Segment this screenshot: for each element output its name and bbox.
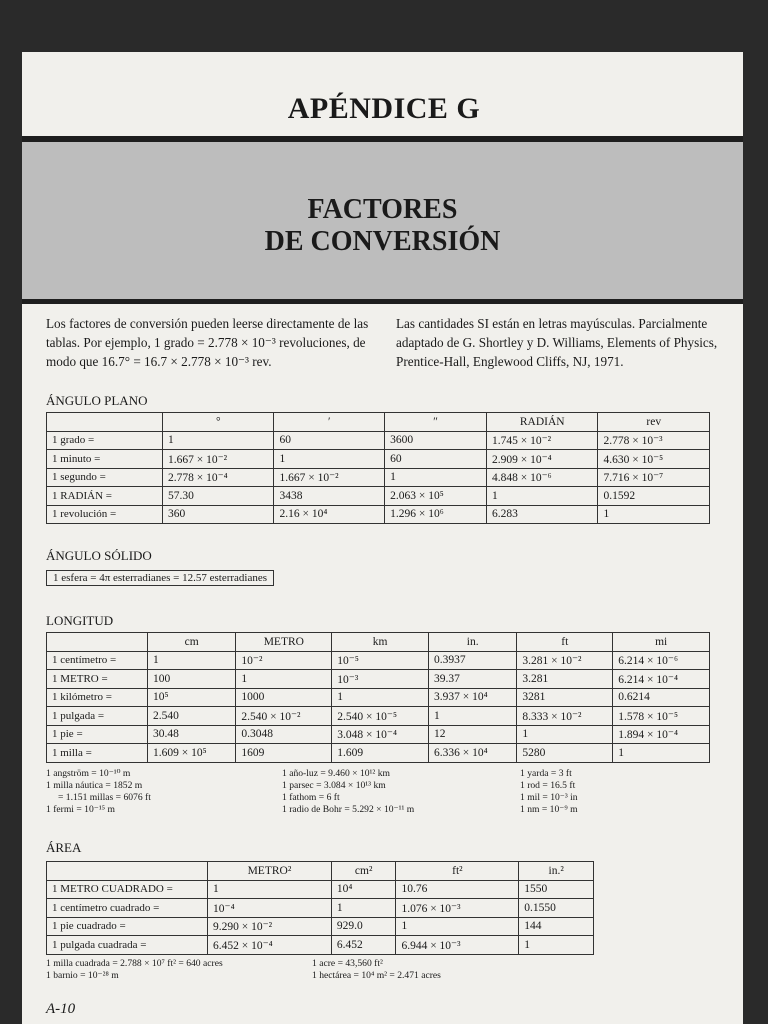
value-cell: 1.609 [332, 744, 429, 763]
row-label-cell: 1 revolución = [47, 505, 163, 524]
table-header-row [47, 633, 710, 652]
header-cell: ″ [385, 413, 487, 432]
value-cell: 39.37 [428, 670, 516, 689]
table-row [47, 487, 710, 506]
value-cell: 3600 [385, 431, 487, 450]
page-number: A-10 [46, 1001, 76, 1017]
value-cell: 1 [148, 651, 236, 670]
value-cell: 2.540 × 10⁻² [236, 707, 332, 726]
table-row [47, 707, 710, 726]
value-cell: 1.296 × 10⁶ [385, 505, 487, 524]
value-cell: 10.76 [396, 880, 519, 899]
value-cell: 6.944 × 10⁻³ [396, 936, 519, 955]
row-label-cell: 1 centímetro cuadrado = [47, 899, 208, 918]
value-cell: 360 [163, 505, 274, 524]
value-cell: 1.745 × 10⁻² [486, 431, 597, 450]
longitud-notes-col2 [282, 768, 414, 816]
value-cell: 0.6214 [613, 688, 710, 707]
value-cell: 6.283 [486, 505, 597, 524]
note-line: 1 acre = 43,560 ft² [312, 958, 383, 969]
value-cell: 10⁻² [236, 651, 332, 670]
value-cell: 1 [396, 917, 519, 936]
header-cell: cm [148, 633, 236, 652]
value-cell: 6.452 × 10⁻⁴ [208, 936, 332, 955]
longitud-notes-col1 [46, 768, 151, 816]
section-heading-angulo-solido: ÁNGULO SÓLIDO [46, 548, 152, 563]
band-title-line1: FACTORES [307, 194, 458, 225]
area-notes-col2 [312, 958, 441, 982]
value-cell: 1 [486, 487, 597, 506]
title-band [22, 136, 743, 304]
value-cell: 2.778 × 10⁻⁴ [163, 468, 274, 487]
note-line: 1 angström = 10⁻¹⁰ m [46, 768, 131, 779]
table-row [47, 744, 710, 763]
intro-left: Los factores de conversión pueden leerse directamente de las tablas. Por ejemplo, 1 grado = 2.778 × 10⁻³ revoluciones, de modo que 16.7° = 16.7 × 2.778 × 10⁻³ rev. [46, 316, 369, 369]
value-cell: 6.336 × 10⁴ [428, 744, 516, 763]
value-cell: 4.848 × 10⁻⁶ [486, 468, 597, 487]
table-row [47, 880, 594, 899]
header-cell: ° [163, 413, 274, 432]
value-cell: 8.333 × 10⁻² [517, 707, 613, 726]
row-label-cell: 1 RADIÁN = [47, 487, 163, 506]
table-row [47, 670, 710, 689]
value-cell: 1.894 × 10⁻⁴ [613, 725, 710, 744]
value-cell: 1 [163, 431, 274, 450]
header-cell: rev [598, 413, 710, 432]
table-row [47, 450, 710, 469]
value-cell: 10⁻³ [332, 670, 429, 689]
section-heading-longitud: LONGITUD [46, 613, 114, 628]
value-cell: 1 [236, 670, 332, 689]
header-cell: ft² [396, 862, 519, 881]
value-cell: 1550 [519, 880, 594, 899]
table-row [47, 725, 710, 744]
value-cell: 57.30 [163, 487, 274, 506]
table-row [47, 936, 594, 955]
header-cell: in.² [519, 862, 594, 881]
value-cell: 1 [385, 468, 487, 487]
value-cell: 12 [428, 725, 516, 744]
value-cell: 100 [148, 670, 236, 689]
row-label-cell: 1 minuto = [47, 450, 163, 469]
value-cell: 1.609 × 10⁵ [148, 744, 236, 763]
table-row [47, 688, 710, 707]
row-label-cell: 1 METRO CUADRADO = [47, 880, 208, 899]
row-label-cell: 1 centímetro = [47, 651, 148, 670]
value-cell: 2.540 [148, 707, 236, 726]
header-cell: METRO² [208, 862, 332, 881]
value-cell: 1 [428, 707, 516, 726]
value-cell: 1 [598, 505, 710, 524]
value-cell: 1.667 × 10⁻² [163, 450, 274, 469]
value-cell: 60 [385, 450, 487, 469]
row-label-cell: 1 pulgada = [47, 707, 148, 726]
table-header-row [47, 862, 594, 881]
note-line: 1 barnio = 10⁻²⁸ m [46, 970, 119, 981]
header-cell-empty [47, 633, 148, 652]
note-line: 1 mil = 10⁻³ in [520, 792, 578, 803]
table-header-row [47, 413, 710, 432]
value-cell: 1 [274, 450, 385, 469]
table-row [47, 431, 710, 450]
row-label-cell: 1 pulgada cuadrada = [47, 936, 208, 955]
value-cell: 30.48 [148, 725, 236, 744]
value-cell: 1 [332, 688, 429, 707]
value-cell: 6.452 [331, 936, 396, 955]
value-cell: 1000 [236, 688, 332, 707]
value-cell: 0.1550 [519, 899, 594, 918]
note-line: 1 hectárea = 10⁴ m² = 2.471 acres [312, 970, 441, 981]
header-cell: ′ [274, 413, 385, 432]
header-cell: ft [517, 633, 613, 652]
value-cell: 7.716 × 10⁻⁷ [598, 468, 710, 487]
note-line: 1 yarda = 3 ft [520, 768, 572, 779]
value-cell: 2.16 × 10⁴ [274, 505, 385, 524]
header-cell: RADIÁN [486, 413, 597, 432]
row-label-cell: 1 pie = [47, 725, 148, 744]
note-line: 1 año-luz = 9.460 × 10¹² km [282, 768, 390, 779]
value-cell: 3.048 × 10⁻⁴ [332, 725, 429, 744]
value-cell: 1609 [236, 744, 332, 763]
value-cell: 4.630 × 10⁻⁵ [598, 450, 710, 469]
value-cell: 3.281 [517, 670, 613, 689]
value-cell: 1 [519, 936, 594, 955]
value-cell: 6.214 × 10⁻⁴ [613, 670, 710, 689]
value-cell: 144 [519, 917, 594, 936]
note-line: 1 fathom = 6 ft [282, 792, 340, 803]
area-notes-col1 [46, 958, 223, 982]
value-cell: 6.214 × 10⁻⁶ [613, 651, 710, 670]
table-longitud [46, 632, 710, 763]
value-cell: 1.076 × 10⁻³ [396, 899, 519, 918]
row-label-cell: 1 kilómetro = [47, 688, 148, 707]
note-line: 1 rod = 16.5 ft [520, 780, 576, 791]
header-cell: mi [613, 633, 710, 652]
value-cell: 3281 [517, 688, 613, 707]
value-cell: 0.1592 [598, 487, 710, 506]
value-cell: 10⁻⁴ [208, 899, 332, 918]
value-cell: 929.0 [331, 917, 396, 936]
value-cell: 60 [274, 431, 385, 450]
note-line: 1 radio de Bohr = 5.292 × 10⁻¹¹ m [282, 804, 415, 815]
value-cell: 3.937 × 10⁴ [428, 688, 516, 707]
section-heading-area: ÁREA [46, 840, 82, 855]
note-line: 1 nm = 10⁻⁹ m [520, 804, 578, 815]
value-cell: 0.3937 [428, 651, 516, 670]
row-label-cell: 1 milla = [47, 744, 148, 763]
header-cell: cm² [331, 862, 396, 881]
value-cell: 1 [331, 899, 396, 918]
value-cell: 10⁴ [331, 880, 396, 899]
header-cell: in. [428, 633, 516, 652]
appendix-title: APÉNDICE G [287, 92, 481, 125]
longitud-notes-col3 [520, 768, 578, 816]
value-cell: 2.540 × 10⁻⁵ [332, 707, 429, 726]
table-row [47, 468, 710, 487]
table-row [47, 899, 594, 918]
value-cell: 1 [517, 725, 613, 744]
table-row [47, 917, 594, 936]
solid-angle-box: 1 esfera = 4π esterradianes = 12.57 esterradianes [46, 570, 274, 586]
table-angulo-plano [46, 412, 710, 524]
row-label-cell: 1 segundo = [47, 468, 163, 487]
value-cell: 10⁵ [148, 688, 236, 707]
value-cell: 3438 [274, 487, 385, 506]
row-label-cell: 1 grado = [47, 431, 163, 450]
table-row [47, 651, 710, 670]
note-line: 1 milla náutica = 1852 m [46, 780, 143, 791]
header-cell-empty [47, 862, 208, 881]
value-cell: 10⁻⁵ [332, 651, 429, 670]
row-label-cell: 1 METRO = [47, 670, 148, 689]
value-cell: 2.909 × 10⁻⁴ [486, 450, 597, 469]
header-cell-empty [47, 413, 163, 432]
row-label-cell: 1 pie cuadrado = [47, 917, 208, 936]
section-heading-angulo-plano: ÁNGULO PLANO [46, 393, 148, 408]
band-title-line2: DE CONVERSIÓN [264, 226, 501, 257]
value-cell: 1.667 × 10⁻² [274, 468, 385, 487]
value-cell: 2.063 × 10⁵ [385, 487, 487, 506]
note-line: = 1.151 millas = 6076 ft [58, 792, 151, 803]
value-cell: 1.578 × 10⁻⁵ [613, 707, 710, 726]
table-row [47, 505, 710, 524]
table-area [46, 861, 594, 955]
value-cell: 5280 [517, 744, 613, 763]
intro-right: Las cantidades SI están en letras mayúsculas. Parcialmente adaptado de G. Shortley y D. Williams, Elements of Physics, Prentice-Hall, Englewood Cliffs, NJ, 1971. [396, 316, 718, 369]
header-cell: METRO [236, 633, 332, 652]
value-cell: 3.281 × 10⁻² [517, 651, 613, 670]
value-cell: 9.290 × 10⁻² [208, 917, 332, 936]
value-cell: 2.778 × 10⁻³ [598, 431, 710, 450]
header-cell: km [332, 633, 429, 652]
note-line: 1 parsec = 3.084 × 10¹³ km [282, 780, 386, 791]
note-line: 1 fermi = 10⁻¹⁵ m [46, 804, 115, 815]
value-cell: 1 [613, 744, 710, 763]
value-cell: 1 [208, 880, 332, 899]
note-line: 1 milla cuadrada = 2.788 × 10⁷ ft² = 640 acres [46, 958, 223, 969]
value-cell: 0.3048 [236, 725, 332, 744]
band-title [22, 194, 743, 258]
